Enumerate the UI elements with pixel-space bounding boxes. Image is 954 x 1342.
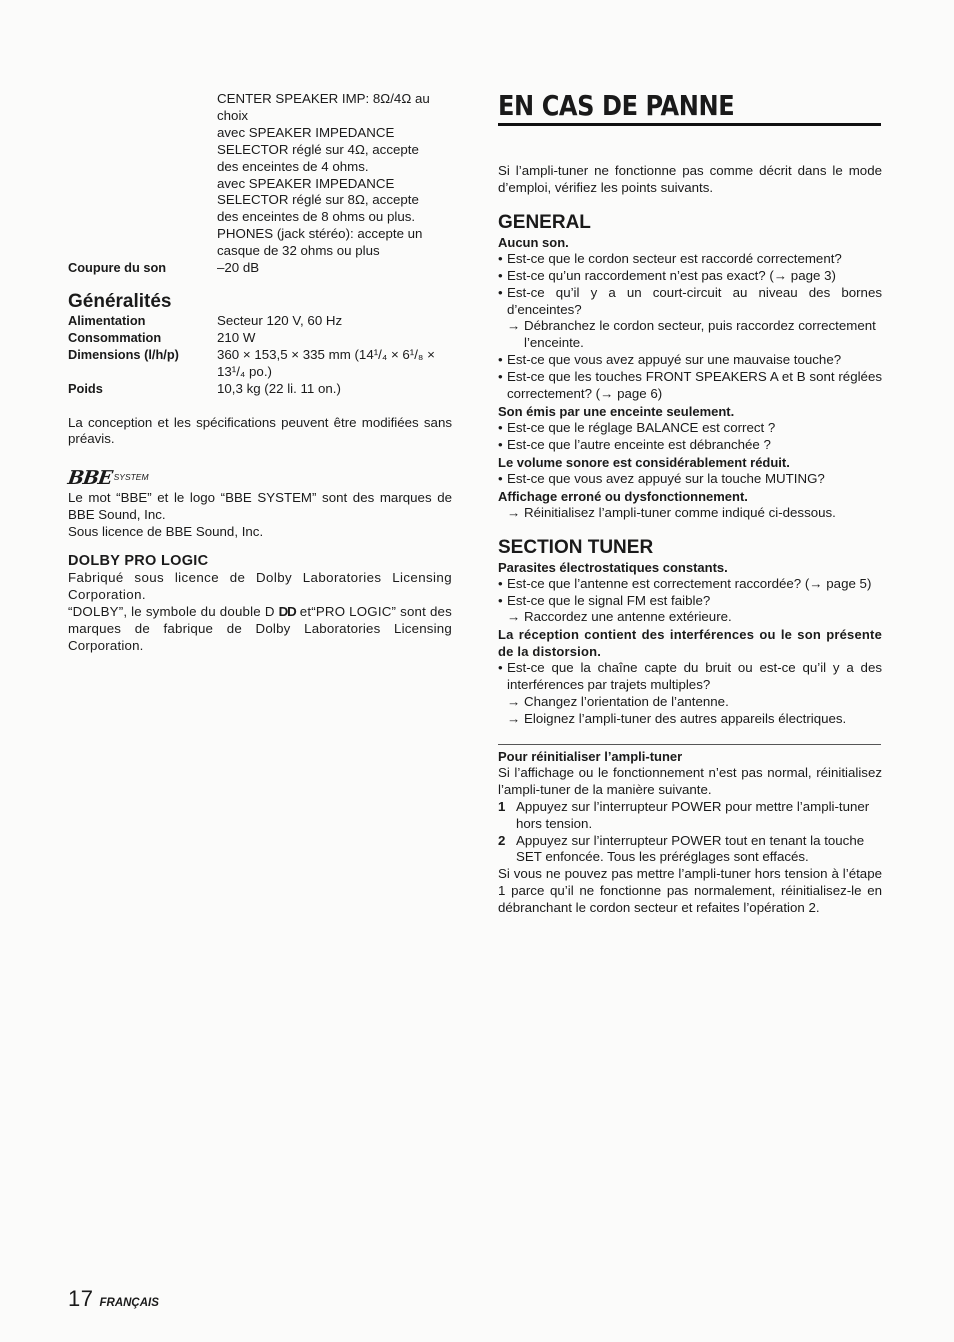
spec-label: Alimentation xyxy=(68,312,146,328)
bbe-license-text: Sous licence de BBE Sound, Inc. xyxy=(68,524,264,540)
dolby-title: DOLBY PRO LOGIC xyxy=(68,553,209,570)
bullet: • xyxy=(498,369,503,385)
spec-row-consommation xyxy=(68,330,452,347)
check-text: Est-ce que le cordon secteur est raccordé correctement? xyxy=(507,250,842,266)
dolby-license-text: Fabriqué sous licence de Dolby Laboratories Licensing Corporation. xyxy=(68,570,452,602)
remedy-text: Raccordez une antenne extérieure. xyxy=(524,609,732,625)
coupure-value: –20 dB xyxy=(217,260,260,276)
check-text: Est-ce que l’antenne est correctement raccordée? (→ page 5) xyxy=(507,575,872,591)
dolby-double-d-symbol: DD xyxy=(278,603,296,619)
page-number: 17 xyxy=(68,1286,94,1311)
bullet: • xyxy=(498,436,503,452)
spec-label: Consommation xyxy=(68,329,162,345)
page-heading: EN CAS DE PANNE xyxy=(498,89,735,122)
spec-line: SELECTOR réglé sur 4Ω, accepte xyxy=(217,141,419,157)
language-label: FRANÇAIS xyxy=(99,1297,159,1309)
spec-label: Poids xyxy=(68,380,103,396)
bullet: • xyxy=(498,419,503,435)
conception-note: La conception et les spécifications peuvent être modifiées sans préavis. xyxy=(68,414,452,447)
remedy-text: Eloignez l’ampli-tuner des autres appareils électriques. xyxy=(524,711,847,727)
reset-title: Pour réinitialiser l’ampli-tuner xyxy=(498,748,683,764)
spec-value: Secteur 120 V, 60 Hz xyxy=(217,312,343,328)
reset-step xyxy=(498,799,882,833)
check-item xyxy=(498,471,882,488)
bullet: • xyxy=(498,470,503,486)
spec-line: casque de 32 ohms ou plus xyxy=(217,243,380,259)
check-item xyxy=(498,593,882,610)
spec-line: choix xyxy=(217,107,249,123)
right-column xyxy=(498,91,882,917)
center-speaker-lines xyxy=(217,91,452,260)
arrow-icon: → xyxy=(507,318,521,334)
bullet: • xyxy=(498,284,503,300)
remedy-item xyxy=(498,694,882,711)
spec-line: avec SPEAKER IMPEDANCE xyxy=(217,175,395,191)
bbe-system-logo xyxy=(66,467,452,490)
problem-heading: Son émis par une enceinte seulement. xyxy=(498,403,735,419)
spec-value: 10,3 kg (22 li. 11 on.) xyxy=(217,380,341,396)
generalites-title: Généralités xyxy=(68,290,172,312)
step-text: Appuyez sur l’interrupteur POWER pour mettre l’ampli-tuner hors tension. xyxy=(516,798,870,831)
problem-heading: Affichage erroné ou dysfonctionnement. xyxy=(498,488,748,504)
bullet: • xyxy=(498,352,503,368)
coupure-spec xyxy=(68,260,452,277)
remedy-text: Débranchez le cordon secteur, puis raccordez correctement l’enceinte. xyxy=(524,318,876,351)
arrow-icon: → xyxy=(507,504,521,520)
check-text: Est-ce qu’un raccordement n’est pas exact? (→ page 3) xyxy=(507,267,836,283)
bbe-logo-system: SYSTEM xyxy=(113,472,149,483)
check-item xyxy=(498,576,882,593)
check-text: Est-ce que l’autre enceinte est débranchée ? xyxy=(507,436,771,452)
check-item xyxy=(498,352,882,369)
dolby-trademark-text xyxy=(68,604,452,655)
check-item xyxy=(498,437,882,454)
problem-heading: La réception contient des interférences ou le son présente de la distorsion. xyxy=(498,627,882,660)
bbe-logo-mark: BBE xyxy=(66,467,114,490)
arrow-icon: → xyxy=(507,694,521,710)
spec-row-dimensions xyxy=(68,347,452,381)
check-item xyxy=(498,285,882,319)
page-footer xyxy=(68,1286,159,1312)
bullet: • xyxy=(498,575,503,591)
check-text: Est-ce que le réglage BALANCE est correct ? xyxy=(507,419,776,435)
reset-step xyxy=(498,833,882,867)
spec-line: PHONES (jack stéréo): accepte un xyxy=(217,226,423,242)
dolby-text-part-b: et“PRO LOGIC” sont des marques de fabrique de Dolby Laboratories Licensing Corporation. xyxy=(68,603,452,653)
problem-heading: Aucun son. xyxy=(498,234,569,250)
remedy-item xyxy=(498,505,882,522)
remedy-item xyxy=(498,318,882,352)
problem-heading: Parasites électrostatiques constants. xyxy=(498,559,728,575)
spec-value xyxy=(217,347,452,381)
check-text: Est-ce que vous avez appuyé sur la touche MUTING? xyxy=(507,470,825,486)
check-text: Est-ce qu’il y a un court-circuit au niveau des bornes d’enceintes? xyxy=(507,284,882,317)
spec-row-alimentation xyxy=(68,313,452,330)
check-item xyxy=(498,660,882,694)
remedy-text: Changez l’orientation de l’antenne. xyxy=(524,694,729,710)
check-text: Est-ce que la chaîne capte du bruit ou est-ce qu’il y a des interférences par trajets multiples? xyxy=(507,660,882,693)
check-item xyxy=(498,369,882,403)
heading-rule xyxy=(498,123,881,126)
check-item xyxy=(498,420,882,437)
spec-line: SELECTOR réglé sur 8Ω, accepte xyxy=(217,192,419,208)
divider xyxy=(498,744,881,745)
spec-value-line: 360 × 153,5 × 335 mm (14¹/₄ × 6¹/₈ × xyxy=(217,346,435,362)
step-number: 2 xyxy=(498,832,506,848)
remedy-item xyxy=(498,609,882,626)
reset-outro: Si vous ne pouvez pas mettre l’ampli-tuner hors tension à l’étape 1 parce qu’il ne fonctionne pas normalement, réinitialisez-le en débranchant le cordon secteur et refaites l’opération 2. xyxy=(498,866,882,916)
spec-value-line: 13¹/₄ po.) xyxy=(217,363,272,379)
bullet: • xyxy=(498,592,503,608)
check-item xyxy=(498,268,882,285)
dolby-text-part-a: “DOLBY”, le symbole du double D xyxy=(68,603,275,619)
arrow-icon: → xyxy=(507,609,521,625)
tuner-section-title: SECTION TUNER xyxy=(498,536,654,558)
coupure-label: Coupure du son xyxy=(68,260,167,276)
spec-line: avec SPEAKER IMPEDANCE xyxy=(217,124,395,140)
remedy-text: Réinitialisez l’ampli-tuner comme indiqué ci-dessous. xyxy=(524,504,836,520)
intro-text: Si l’ampli-tuner ne fonctionne pas comme décrit dans le mode d’emploi, vérifiez les points suivants. xyxy=(498,163,882,195)
bullet: • xyxy=(498,660,503,676)
bullet: • xyxy=(498,267,503,283)
bullet: • xyxy=(498,250,503,266)
bbe-trademark-text: Le mot “BBE” et le logo “BBE SYSTEM” sont des marques de BBE Sound, Inc. xyxy=(68,490,452,523)
check-text: Est-ce que les touches FRONT SPEAKERS A et B sont réglées correctement? (→ page 6) xyxy=(507,369,882,402)
spec-label-empty xyxy=(68,91,217,260)
spec-row-poids xyxy=(68,381,452,398)
check-text: Est-ce que le signal FM est faible? xyxy=(507,592,711,608)
step-number: 1 xyxy=(498,798,506,814)
spec-line: des enceintes de 4 ohms. xyxy=(217,158,369,174)
arrow-icon: → xyxy=(507,711,521,727)
spec-line: CENTER SPEAKER IMP: 8Ω/4Ω au xyxy=(217,91,430,106)
check-text: Est-ce que vous avez appuyé sur une mauvaise touche? xyxy=(507,352,842,368)
general-section-title: GENERAL xyxy=(498,211,591,233)
spec-value: 210 W xyxy=(217,329,256,345)
problem-heading: Le volume sonore est considérablement réduit. xyxy=(498,454,790,470)
left-column xyxy=(68,91,452,655)
spec-line: des enceintes de 8 ohms ou plus. xyxy=(217,209,416,225)
remedy-item xyxy=(498,711,882,728)
center-speaker-spec xyxy=(68,91,452,260)
spec-label: Dimensions (l/h/p) xyxy=(68,346,179,362)
check-item xyxy=(498,251,882,268)
step-text: Appuyez sur l’interrupteur POWER tout en tenant la touche SET enfoncée. Tous les préréglages sont effacés. xyxy=(516,832,865,865)
reset-intro: Si l’affichage ou le fonctionnement n’est pas normal, réinitialisez l’ampli-tuner de la manière suivante. xyxy=(498,764,882,797)
